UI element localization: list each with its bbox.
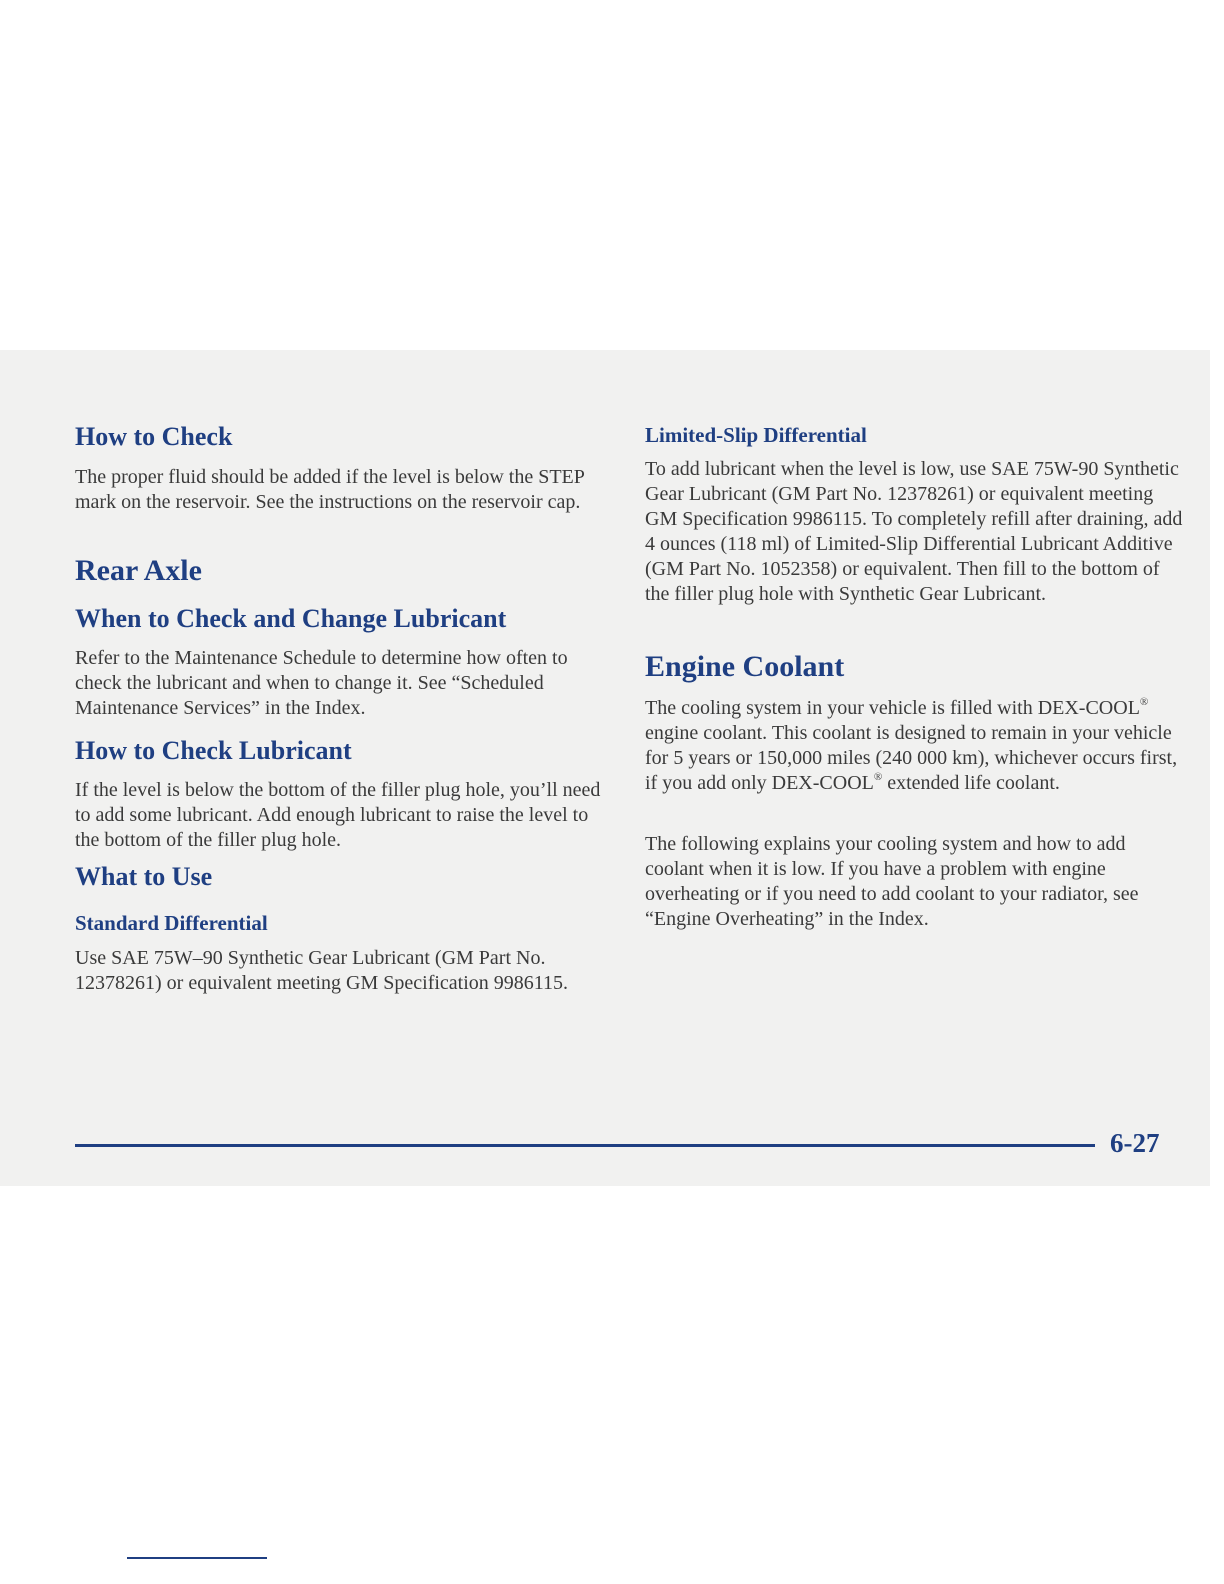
standard-differential-heading: Standard Differential bbox=[75, 911, 268, 935]
bottom-divider bbox=[127, 1557, 267, 1559]
engine-coolant-text-c: extended life coolant. bbox=[882, 772, 1060, 794]
standard-differential-body: Use SAE 75W–90 Synthetic Gear Lubricant (GM Part No. 12378261) or equivalent meeting GM Specification 9986115. bbox=[75, 947, 569, 994]
footer-rule bbox=[75, 1144, 1095, 1147]
engine-coolant-paragraph-1 bbox=[645, 696, 1185, 796]
how-to-check-body: The proper fluid should be added if the level is below the STEP mark on the reservoir. See the instructions on the reservoir cap. bbox=[75, 466, 585, 513]
engine-coolant-paragraph-2: The following explains your cooling system and how to add coolant when it is low. If you have a problem with engine overheating or if you need to add coolant to your radiator, see “Engine Overheating” in the Index. bbox=[645, 833, 1139, 930]
when-to-check-body: Refer to the Maintenance Schedule to determine how often to check the lubricant and when to change it. See “Scheduled Maintenance Services” in the Index. bbox=[75, 647, 568, 719]
how-to-check-lubricant-body: If the level is below the bottom of the filler plug hole, you’ll need to add some lubricant. Add enough lubricant to raise the level to the bottom of the filler plug hole. bbox=[75, 779, 601, 851]
limited-slip-heading: Limited-Slip Differential bbox=[645, 423, 867, 447]
engine-coolant-heading: Engine Coolant bbox=[645, 650, 845, 683]
how-to-check-heading: How to Check bbox=[75, 422, 233, 451]
page-content bbox=[0, 350, 1210, 1186]
registered-mark: ® bbox=[873, 771, 883, 783]
when-to-check-heading: When to Check and Change Lubricant bbox=[75, 604, 507, 633]
rear-axle-heading: Rear Axle bbox=[75, 554, 202, 587]
limited-slip-body: To add lubricant when the level is low, use SAE 75W-90 Synthetic Gear Lubricant (GM Part No. 12378261) or equivalent meeting GM Specification 9986115. To completely refill after draining, add 4 ounces (118 ml) of Limited-Slip Differential Lubricant Additive (GM Part No. 1052358) or equivalent. Then fill to the bottom of the filler plug hole with Synthetic Gear Lubricant. bbox=[645, 458, 1183, 605]
engine-coolant-text-b: engine coolant. This coolant is designed to remain in your vehicle for 5 years or 150,000 miles (240 000 km), whichever occurs first, if you add only DEX-COOL bbox=[645, 722, 1178, 794]
engine-coolant-text-a: The cooling system in your vehicle is filled with DEX-COOL bbox=[645, 697, 1140, 719]
page-number: 6-27 bbox=[1110, 1128, 1160, 1158]
what-to-use-heading: What to Use bbox=[75, 862, 213, 891]
registered-mark: ® bbox=[1139, 696, 1149, 708]
how-to-check-lubricant-heading: How to Check Lubricant bbox=[75, 736, 352, 765]
